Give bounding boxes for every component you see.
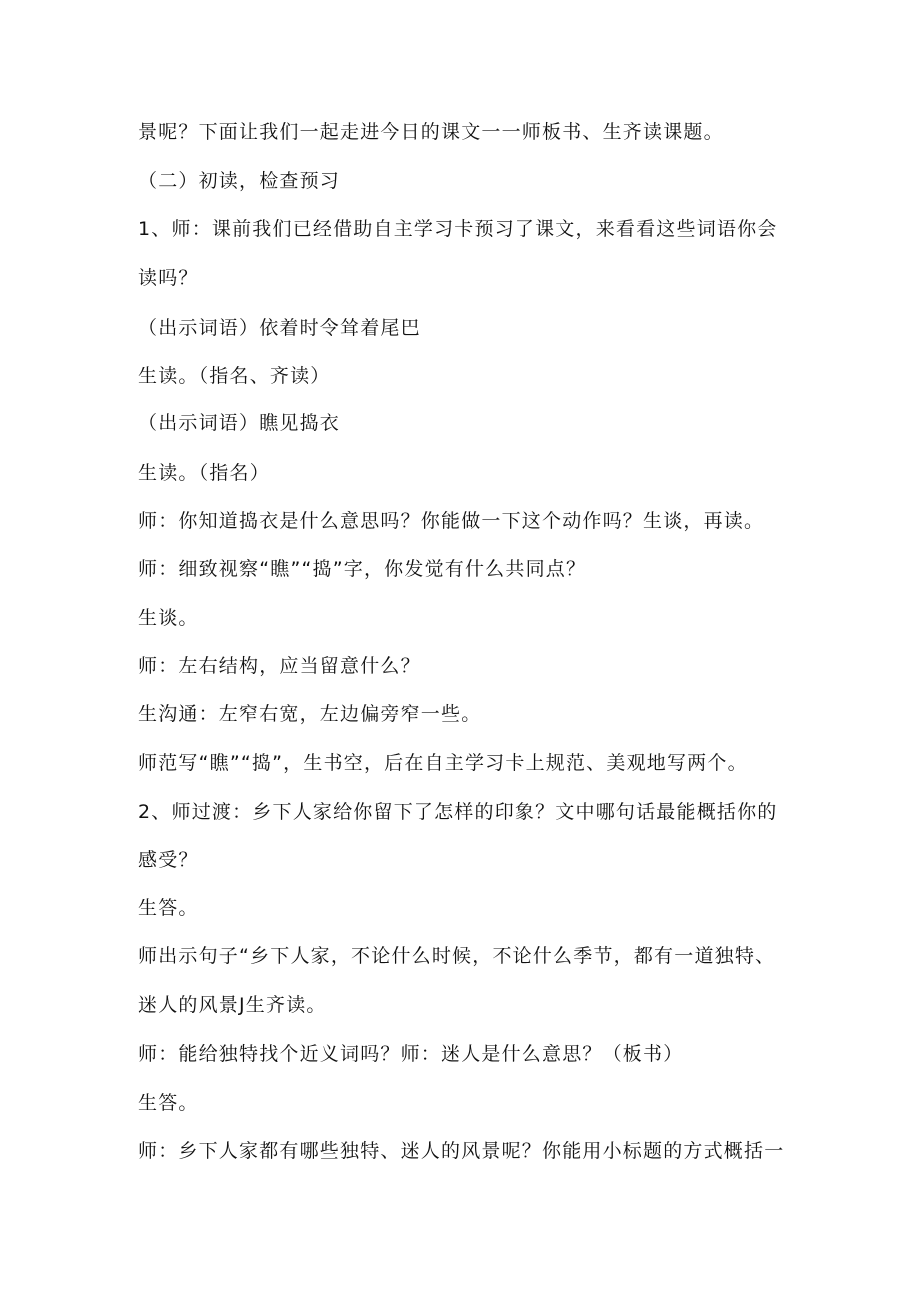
text-line: 师：能给独特找个近义词吗？师：迷人是什么意思？（板书）: [138, 1043, 684, 1065]
text-line: 生谈。: [138, 607, 199, 629]
text-line: 师：你知道捣衣是什么意思吗？你能做一下这个动作吗？生谈，再读。: [138, 510, 765, 532]
text-line: 读吗？: [138, 267, 199, 289]
text-line: 师出示句子“乡下人家，不论什么时候，不论什么季节，都有一道独特、: [138, 945, 776, 967]
text-line: 师：左右结构，应当留意什么？: [138, 655, 421, 677]
section-heading: （二）初读，检查预习: [138, 170, 341, 192]
text-line: 师：细致视察“瞧”“捣”字，你发觉有什么共同点？: [138, 558, 587, 580]
text-line: 感受？: [138, 849, 199, 871]
text-line: 师范写“瞧”“捣”，生书空，后在自主学习卡上规范、美观地写两个。: [138, 752, 748, 774]
text-line: 1、师：课前我们已经借助自主学习卡预习了课文，来看看这些词语你会: [138, 218, 778, 240]
text-line: 迷人的风景J生齐读。: [138, 994, 327, 1016]
text-line: 生答。: [138, 897, 199, 919]
text-line: 生读。（指名、齐读）: [138, 365, 331, 387]
text-line: 景呢？下面让我们一起走进今日的课文一一师板书、生齐读课题。: [138, 121, 724, 143]
text-line: （出示词语）瞧见捣衣: [138, 412, 341, 434]
text-line: 生答。: [138, 1092, 199, 1114]
text-line: 师：乡下人家都有哪些独特、迷人的风景呢？你能用小标题的方式概括一: [138, 1140, 785, 1162]
text-line: 生读。（指名）: [138, 462, 270, 484]
text-line: 生沟通：左窄右宽，左边偏旁窄一些。: [138, 703, 482, 725]
text-line: 2、师过渡：乡下人家给你留下了怎样的印象？文中哪句话最能概括你的: [138, 801, 778, 823]
text-line: （出示词语）依着时令耸着尾巴: [138, 317, 421, 339]
